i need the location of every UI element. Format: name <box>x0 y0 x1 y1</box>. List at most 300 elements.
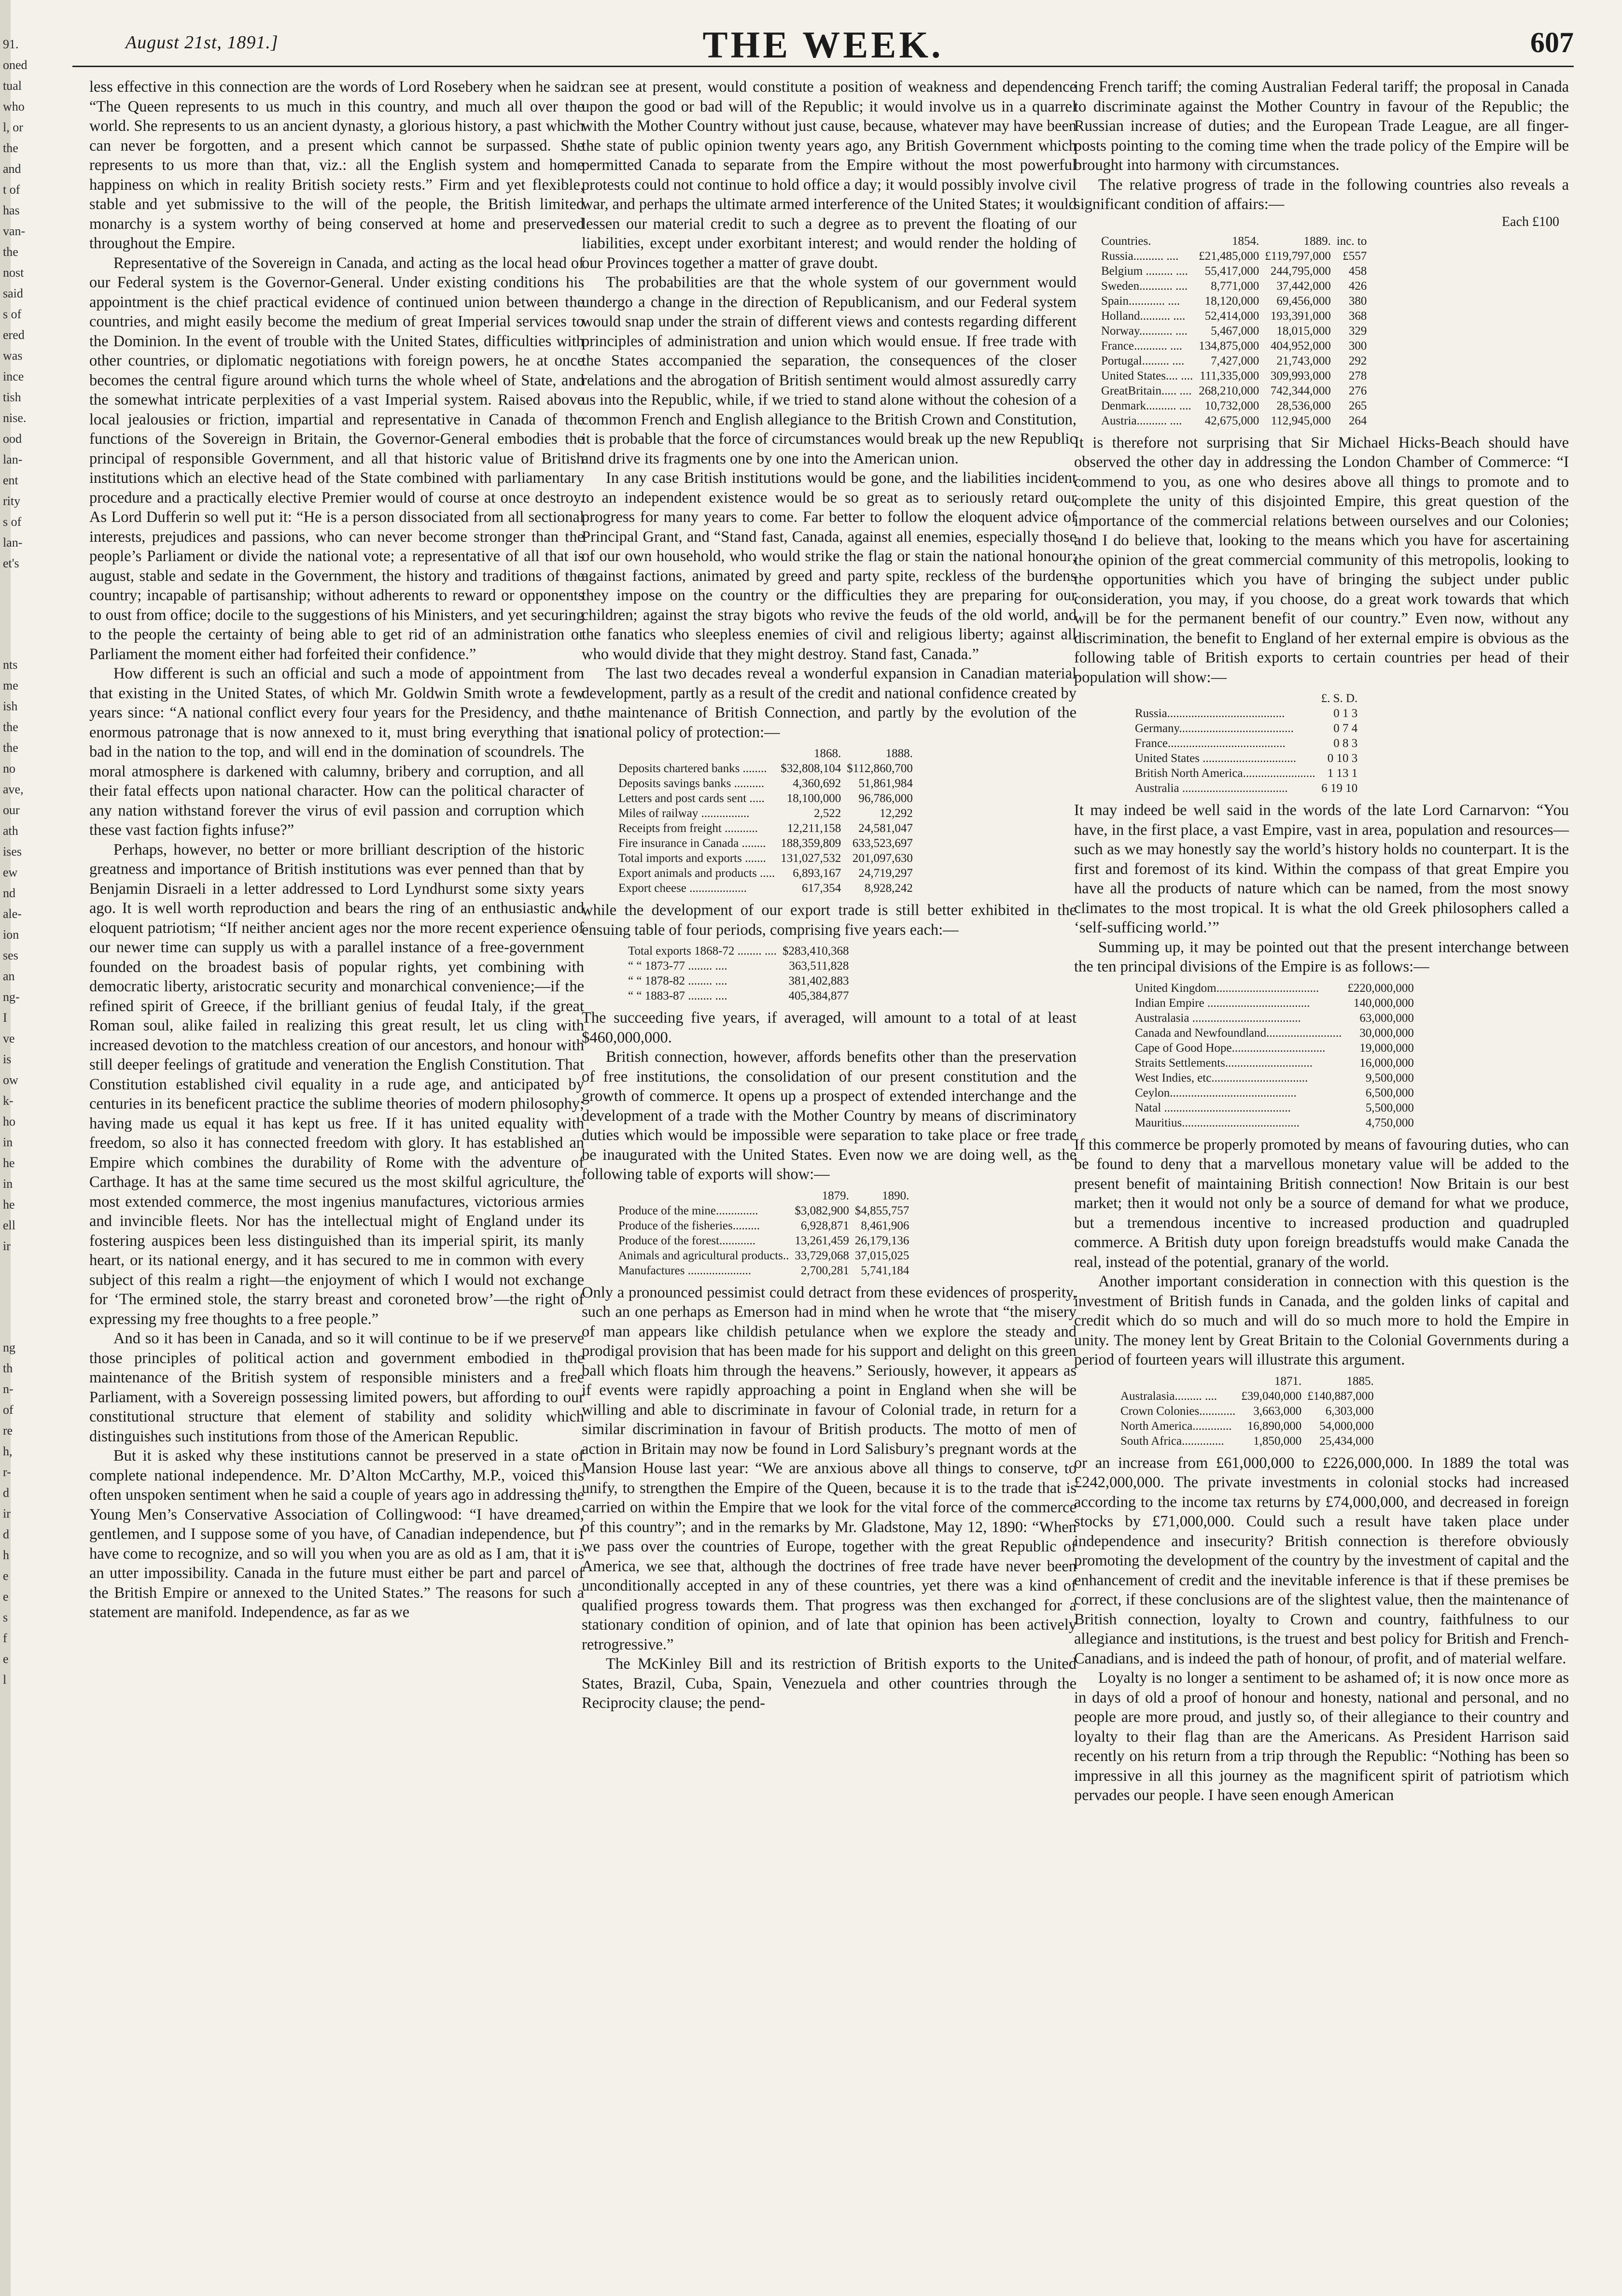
margin-fragment: h, <box>3 1444 13 1458</box>
table-row <box>615 881 916 896</box>
table-cell: 26,179,136 <box>854 1234 909 1247</box>
table-row <box>1098 413 1370 428</box>
table-cell: 292 <box>1348 354 1367 367</box>
table-cell: 363,511,828 <box>789 959 849 972</box>
paragraph: The relative progress of trade in the following countries also reveals a significant condition of affairs:— <box>1074 176 1569 213</box>
table-row <box>1098 279 1370 294</box>
table-cell: 8,771,000 <box>1211 279 1259 293</box>
table-cell: 188,359,809 <box>781 837 841 850</box>
margin-fragment: he <box>3 1197 15 1211</box>
paragraph: or an increase from £61,000,000 to £226,000,000. In 1889 the total was £242,000,000. The private investments in colonial stocks had increased according to the income tax returns by £74,000,000, and decreased in foreign stocks by £71,000,000. Could such a result have taken place under independence and insecurity? British connection is therefore obviously promoting the development of the country by the investment of capital and the enhancement of credit and the inevitable inference is that if these premises be correct, if these conclusions are of the slightest value, then the maintenance of British connection, loyalty to Crown and country, faithfulness to our allegiance and institutions, is the truest and best policy for British and French-Canadians, and is indeed the path of honour, of profit, and of material welfare. <box>1074 1454 1569 1667</box>
table-cell: Produce of the mine.............. <box>618 1204 758 1217</box>
table-row <box>1098 294 1370 309</box>
paragraph: Loyalty is no longer a sentiment to be ashamed of; it is now once more as in days of old a proof of honour and honesty, national and personal, and no people are more proud, and justly so, of their allegiance to their country and loyalty to their flag than are the Americans. As President Harrison said recently on his return from a trip through the Republic: “Nothing has been so impressive in all this journey as the magnificent spirit of patriotism which pervades our people. I have seen enough American <box>1074 1669 1569 1804</box>
table-header-cell: inc. to <box>1336 234 1367 248</box>
table-row <box>1118 1389 1377 1404</box>
table-header-cell <box>615 1188 792 1203</box>
margin-fragment: nts <box>3 658 18 672</box>
margin-fragment: has <box>3 203 20 217</box>
table-cell: Total imports and exports ....... <box>618 852 766 865</box>
paragraph: But it is asked why these institutions cannot be preserved in a state of complete national independence. Mr. D’Alton McCarthy, M.P., voiced this often unspoken sentiment when he said a couple of years ago in addressing the Young Men’s Conservative Association of Collingwood: “I have dreamed, gentlemen, and I suppose some of you have, of Canadian independence, but I have come to recognize, and so will you when you are as old as I am, that it is an utter impossibility. Canada in the future must either be part and parcel of the British Empire or annexed to the United States.” The reasons for such a statement are manifold. Independence, as far as we <box>89 1447 584 1621</box>
table-cell: $3,082,900 <box>795 1204 849 1217</box>
margin-fragment: s of <box>3 307 22 321</box>
table-cell: 405,384,877 <box>788 989 849 1002</box>
margin-fragment: ir <box>3 1507 11 1521</box>
table-cell: South Africa.............. <box>1120 1434 1224 1448</box>
table-top-header: Each £100 <box>1502 214 1559 229</box>
table-cell: Receipts from freight ........... <box>618 822 758 835</box>
margin-fragment: ng <box>3 1340 15 1354</box>
table-header-row <box>615 1188 912 1203</box>
table-cell: 24,581,047 <box>858 822 913 835</box>
margin-fragment: in <box>3 1135 13 1149</box>
table-cell: 33,729,068 <box>795 1249 849 1262</box>
margin-fragment: the <box>3 720 18 734</box>
margin-fragment: e <box>3 1590 9 1604</box>
country-trade-table <box>1098 234 1370 428</box>
table-cell: United Kingdom.................................. <box>1135 981 1319 995</box>
table-row <box>615 836 916 851</box>
table-cell: Mauritius....................................... <box>1135 1116 1300 1129</box>
margin-fragment: re <box>3 1423 13 1437</box>
table-row <box>615 1233 912 1248</box>
table-cell: 21,743,000 <box>1276 354 1331 367</box>
table-row <box>1118 1434 1377 1449</box>
table-cell: Australasia .................................... <box>1135 1011 1301 1025</box>
table-header-row <box>615 746 916 761</box>
table-cell: 276 <box>1348 384 1367 397</box>
table-cell: 25,434,000 <box>1319 1434 1374 1448</box>
paragraph: ing French tariff; the coming Australian Federal tariff; the proposal in Canada to discriminate against the Mother Country in favour of the Republic; the Russian increase of duties; and the European Trade League, are all finger-posts pointing to the coming time when the trade policy of the Empire will be brought into harmony with circumstances. <box>1074 78 1569 174</box>
table-cell: United States.... .... <box>1101 369 1193 382</box>
table-header-cell: 1890. <box>882 1189 909 1202</box>
table-cell: 617,354 <box>802 882 841 895</box>
margin-fragment: d <box>3 1486 9 1500</box>
table-row <box>615 851 916 866</box>
table-cell: 52,414,000 <box>1204 309 1259 323</box>
table-row <box>1132 706 1360 721</box>
table-cell: 18,120,000 <box>1204 294 1259 308</box>
table-row <box>1132 1056 1417 1071</box>
table-cell: 96,786,000 <box>858 792 913 805</box>
table-row <box>615 761 916 776</box>
table-cell: 458 <box>1348 264 1367 278</box>
table-cell: Norway........... .... <box>1101 324 1188 338</box>
table-cell: Animals and agricultural products.. <box>618 1249 789 1262</box>
page-header <box>72 17 1574 67</box>
table-cell: 55,417,000 <box>1204 264 1259 278</box>
table-row <box>615 821 916 836</box>
table-cell: 111,335,000 <box>1200 369 1259 382</box>
table-cell: 742,344,000 <box>1270 384 1331 397</box>
table-header-cell: 1854. <box>1232 234 1259 248</box>
table-cell: Export animals and products ..... <box>618 867 775 880</box>
table-cell: Produce of the forest............ <box>618 1234 755 1247</box>
table-header-row <box>1118 1374 1377 1389</box>
table-header-cell <box>1118 1374 1238 1389</box>
margin-fragment: an <box>3 969 15 983</box>
margin-fragment: and <box>3 162 21 176</box>
table-cell: 12,292 <box>880 807 913 820</box>
table-cell: 10,732,000 <box>1204 399 1259 412</box>
table-cell: Letters and post cards sent ..... <box>618 792 765 805</box>
table-cell: $32,808,104 <box>781 762 841 775</box>
margin-fragment: ew <box>3 865 18 879</box>
table-row <box>1118 1404 1377 1419</box>
table-header-row <box>1132 691 1360 706</box>
paragraph: can see at present, would constitute a position of weakness and dependence upon the good or bad will of the Republic; it would involve us in a quarrel with the Mother Country without just cause, because, whatever may have been the state of public opinion twenty years ago, any British Government which permitted Canada to separate from the Empire without the most powerful protests could not continue to hold office a day; it would possibly involve civil war, and perhaps the ultimate armed interference of the United States; it would lessen our material credit to such a degree as to prevent the floating of our liabilities, except under exorbitant interest; and would render the holding of our Provinces together a matter of grave doubt. <box>582 78 1077 272</box>
table-cell: Canada and Newfoundland......................... <box>1135 1026 1342 1040</box>
table-cell: 37,015,025 <box>854 1249 909 1262</box>
margin-fragment: who <box>3 99 25 113</box>
paragraph: It is therefore not surprising that Sir Michael Hicks-Beach should have observed the other day in addressing the London Chamber of Commerce: “I commend to you, as one who desires above all things to promote and to complete the unity of this disjointed Empire, this great question of the importance of the commercial relations between ourselves and our Colonies; and I do believe that, looking to the means which you have for ascertaining the opinion of the great commercial community of this metropolis, looking to the opportunities which you have of bringing the subject under public consideration, you may, if you choose, do a great work towards that which will be for the permanent benefit of our country.” Even now, without any discrimination, the benefit to England of her external empire is obvious as the following table of British exports to certain countries per head of their population will show:— <box>1074 434 1569 686</box>
table-cell: 633,523,697 <box>852 837 913 850</box>
table-cell: 18,015,000 <box>1276 324 1331 338</box>
table-cell: United States ............................... <box>1135 752 1297 765</box>
table-cell: 6,928,871 <box>800 1219 849 1232</box>
table-cell: “ “ 1883-87 ........ .... <box>628 989 727 1002</box>
paragraph: Perhaps, however, no better or more brilliant description of the historic greatness and importance of British institutions was ever penned than that by Benjamin Disraeli in a letter addressed to Lord Lyndhurst some sixty years ago. It is well worth reproduction and bears the ring of an enthusiastic and eloquent patriotism; “If neither ancient ages nor the more recent experience of our newer time can supply us with a parallel instance of a free-government founded on the broadest basis of popular rights, yet combining with democratic liberty, aristocratic security and monarchical convenience;—if the refined spirit of Greece, if the brilliant genius of feudal Italy, if the great Roman soul, alike failed in realizing this great result, let us cling with increased devotion to the matchless creation of our ancestors, and honour with still deeper feelings of gratitude and veneration the English Constitution. That Constitution established civil equality in a rude age, and anticipated by centuries in its beneficent practice the sublime theories of modern philosophy; having made us equal it has kept us free. If it has united equality with freedom, so also it has connected freedom with glory. It has established an Empire which combines the durability of Rome with the adventure of Carthage. It has at the same time secured us the most skilful agriculture, the most extended commerce, the most ingenius manufactures, victorious armies and invincible fleets. Nor has the intellectual might of England under its fostering auspices been less distinguished than its imperial spirit, its manly heart, or its national energy, and it has secured to me in common with every subject of this realm a right—the enjoyment of which I would not exchange for ‘The ermined stole, the starry breast and coroneted brow’—the right of expressing my free thoughts to a free people.” <box>89 841 584 1328</box>
table-header-cell: £. S. D. <box>1321 692 1358 705</box>
margin-fragment: ng- <box>3 990 20 1004</box>
table-header-cell <box>1132 691 1318 706</box>
table-cell: £39,040,000 <box>1241 1389 1302 1403</box>
margin-fragment: lan- <box>3 535 23 549</box>
table-cell: “ “ 1873-77 ........ .... <box>628 959 727 972</box>
table-row <box>1132 1041 1417 1056</box>
table-cell: Deposits savings banks .......... <box>618 777 765 790</box>
table-cell: 278 <box>1348 369 1367 382</box>
margin-fragment: s of <box>3 515 22 529</box>
table-cell: 140,000,000 <box>1353 996 1414 1010</box>
table-cell: 69,456,000 <box>1276 294 1331 308</box>
paragraph: Only a pronounced pessimist could detract from these evidences of prosperity, such an one perhaps as Emerson had in mind when he wrote that “the misery of man appears like childish petulance when we explore the steady and prodigal provision that has been made for his support and delight on this green ball which floats him through the heavens.” Seriously, however, it appears as if events were rapidly approaching a point in England when she will be willing and able to discriminate in favour of Colonial trade, in return for a similar discrimination in favour of British products. The motto of men of action in Britain may now be found in Lord Salisbury’s pregnant words at the Mansion House last year: “We are anxious above all things to conserve, to unify, to strengthen the Empire of the Queen, because it is to the trade that is carried on within the Empire that we look for the vital force of the commerce of this country”; and in the remarks by Mr. Gladstone, May 12, 1890: “When we pass over the countries of Europe, together with the great Republic of America, we see that, although the doctrines of free trade have never been unconditionally accepted in any of these countries, yet there was a kind of qualified progress towards them. That progress was then exchanged for a stationary condition of opinion, and of late that opinion has been actively retrogressive.” <box>582 1283 1077 1653</box>
margin-fragment: th <box>3 1361 13 1375</box>
table-cell: £21,485,000 <box>1199 249 1259 263</box>
margin-fragment: ood <box>3 432 22 446</box>
table-cell: West Indies, etc................................ <box>1135 1071 1308 1085</box>
table-row <box>1098 368 1370 383</box>
table-cell: 2,700,281 <box>800 1264 849 1277</box>
paragraph: British connection, however, affords benefits other than the preservation of free institutions, the consolidation of our present constitution and the growth of commerce. It opens up a prospect of extended interchange and the development of a trade with the Mother Country by means of discriminatory duties which would be impossible were separation to take place or free trade be inaugurated with the United States. Even now we are doing well, as the following table of exports will show:— <box>582 1048 1077 1183</box>
margin-fragment: ion <box>3 928 19 942</box>
table-cell: Australasia......... .... <box>1120 1389 1217 1403</box>
table-cell: Denmark.......... .... <box>1101 399 1191 412</box>
table-header-cell: 1868. <box>814 747 841 760</box>
table-cell: £220,000,000 <box>1347 981 1414 995</box>
table-row <box>1132 766 1360 781</box>
development-table <box>615 746 916 896</box>
table-cell: £557 <box>1342 249 1367 263</box>
table-header-row <box>1098 234 1370 249</box>
table-cell: France........... .... <box>1101 339 1183 352</box>
table-cell: Natal .......................................... <box>1135 1101 1291 1114</box>
table-row <box>1132 1100 1417 1115</box>
paragraph: Representative of the Sovereign in Canada, and acting as the local head of our Federal system is the Governor-General. Under existing conditions his appointment is the chief practical evidence of continued union between the countries, and might easily become the medium of great Imperial services to the Dominion. In the event of trouble with the United States, difficulties with other countries, or diplomatic negotiations with foreign powers, he at once becomes the central figure around which turns the whole wheel of State, and the somewhat intricate perplexities of a vast Imperial system. Raised above local jealousies or friction, impartial and representative in Canada of the functions of the Sovereign in Britain, the Governor-General embodies the principal of responsible Government, and all that historic value of British institutions which an elective head of the State combined with parliamentary procedure and a practically elective Premier would of course at once destroy. As Lord Dufferin so well put it: “He is a person dissociated from all sectional interests, prejudices and passions, who can never become stronger than the people’s Parliament or divide the national vote; a representative of all that is august, stable and sedate in the Government, the history and traditions of the country; incapable of partisanship; without adherents to reward or opponents to oust from office; docile to the suggestions of his Ministers, and yet securing to the people the certainty of being able to get rid of an administration or Parliament the moment either had forfeited their confidence.” <box>89 254 584 663</box>
margin-fragment: et's <box>3 556 19 570</box>
table-row <box>1132 981 1417 996</box>
table-cell: 3,663,000 <box>1253 1404 1302 1418</box>
table-cell: 131,027,532 <box>781 852 841 865</box>
table-cell: 0 7 4 <box>1333 722 1358 735</box>
table-cell: 6,303,000 <box>1325 1404 1374 1418</box>
paragraph: In any case British institutions would be gone, and the liabilities incident to an independent existence would be so great as to seriously retard our progress for many years to come. Far better to follow the eloquent advice of Principal Grant, and “Stand fast, Canada, against all enemies, especially those of our own household, who would strike the flag or stain the national honour; against factions, animated by greed and party spite, reckless of the burdens they impose on the country or the difficulties they are preparing for our children; against the stray bigots who revive the feuds of the old world, and the fanatics who sleepless enemies of civil and religious liberty; against all who would divide that they might destroy. Stand fast, Canada.” <box>582 469 1077 663</box>
table-cell: France....................................... <box>1135 737 1286 750</box>
table-cell: 7,427,000 <box>1211 354 1259 367</box>
margin-fragment: ell <box>3 1218 15 1232</box>
table-cell: 0 8 3 <box>1333 737 1358 750</box>
table-row <box>1132 1026 1417 1041</box>
margin-fragment: nost <box>3 266 24 280</box>
table-cell: Germany...................................... <box>1135 722 1294 735</box>
table-cell: Portugal......... .... <box>1101 354 1185 367</box>
table-cell: 300 <box>1348 339 1367 352</box>
margin-fragment: I <box>3 1011 7 1025</box>
table-row <box>1098 338 1370 353</box>
margin-fragment: ave, <box>3 782 24 796</box>
margin-fragment: lan- <box>3 452 23 466</box>
margin-fragment: ince <box>3 369 24 383</box>
table-cell: 63,000,000 <box>1359 1011 1414 1025</box>
table-cell: Crown Colonies............ <box>1120 1404 1236 1418</box>
table-cell: Deposits chartered banks ........ <box>618 762 767 775</box>
margin-fragment: ale- <box>3 907 22 921</box>
table-cell: 51,861,984 <box>858 777 913 790</box>
margin-fragment: tual <box>3 79 22 93</box>
table-cell: 13,261,459 <box>795 1234 849 1247</box>
table-cell: Russia.......... .... <box>1101 249 1179 263</box>
margin-fragment: s <box>3 1610 8 1624</box>
margin-fragment: ow <box>3 1073 18 1087</box>
margin-fragment: the <box>3 245 18 259</box>
table-cell: 309,993,000 <box>1270 369 1331 382</box>
table-row <box>615 866 916 881</box>
table-cell: Indian Empire .................................. <box>1135 996 1310 1010</box>
table-row <box>615 1248 912 1263</box>
margin-fragment: ered <box>3 328 25 342</box>
export-periods-table <box>625 944 852 1003</box>
table-cell: Spain............ .... <box>1101 294 1180 308</box>
table-cell: 5,741,184 <box>861 1264 909 1277</box>
table-row <box>1132 1115 1417 1130</box>
table-row <box>615 1203 912 1218</box>
margin-fragment: ises <box>3 845 22 859</box>
margin-fragment: l <box>3 1673 7 1687</box>
table-cell: 16,890,000 <box>1247 1419 1302 1433</box>
paragraph: How different is such an official and such a mode of appointment from that existing in the United States, of which Mr. Goldwin Smith wrote a few years since: “A national conflict every four years for the Presidency, and the enormous patronage that is now annexed to it, must bring everything that is bad in the nation to the top, and will end in the domination of scoundrels. The moral atmosphere is darkened with calumny, bribery and corruption, and all their fatal effects upon national character. How can the political character of any nation withstand forever the virus of evil passion and corruption which these vast faction fights infuse?” <box>89 665 584 839</box>
table-row <box>1132 1071 1417 1085</box>
table-row <box>1098 309 1370 324</box>
exports-per-head-table <box>1132 691 1360 796</box>
table-cell: Russia....................................... <box>1135 707 1285 720</box>
table-header-cell: 1889. <box>1303 234 1331 248</box>
margin-fragment: ho <box>3 1114 15 1128</box>
table-cell: $112,860,700 <box>847 762 913 775</box>
margin-fragment: e <box>3 1652 9 1666</box>
table-cell: Manufactures ..................... <box>618 1264 751 1277</box>
table-cell: 134,875,000 <box>1199 339 1259 352</box>
table-cell: North America............. <box>1120 1419 1232 1433</box>
margin-fragment: l, or <box>3 120 23 134</box>
table-row <box>1098 383 1370 398</box>
table-cell: 16,000,000 <box>1359 1056 1414 1070</box>
paragraph: The succeeding five years, if averaged, will amount to a total of at least $460,000,000. <box>582 1009 1077 1046</box>
produce-exports-table <box>615 1188 912 1278</box>
colonial-loans-table <box>1118 1374 1377 1449</box>
table-header-cell: 1888. <box>885 747 913 760</box>
table-cell: 5,500,000 <box>1365 1101 1414 1114</box>
margin-fragment: r- <box>3 1465 11 1479</box>
table-cell: 6 19 10 <box>1321 782 1358 795</box>
margin-fragment: ent <box>3 473 18 487</box>
table-cell: 268,210,000 <box>1199 384 1259 397</box>
table-cell: 1,850,000 <box>1253 1434 1302 1448</box>
margin-fragment: me <box>3 678 18 692</box>
table-cell: 8,928,242 <box>864 882 913 895</box>
table-cell: 201,097,630 <box>852 852 913 865</box>
table-cell: 54,000,000 <box>1319 1419 1374 1433</box>
table-cell: 380 <box>1348 294 1367 308</box>
margin-fragment: said <box>3 286 23 300</box>
margin-fragment: nd <box>3 886 15 900</box>
margin-fragment: no <box>3 761 15 775</box>
table-row <box>625 944 852 958</box>
table-cell: 6,500,000 <box>1365 1086 1414 1099</box>
table-cell: 329 <box>1348 324 1367 338</box>
table-row <box>1098 353 1370 368</box>
table-cell: 24,719,297 <box>858 867 913 880</box>
margin-fragment: nise. <box>3 411 27 425</box>
table-row <box>1098 398 1370 413</box>
margin-fragment: is <box>3 1052 12 1066</box>
table-cell: Holland.......... .... <box>1101 309 1186 323</box>
table-cell: 381,402,883 <box>788 974 849 987</box>
margin-fragment: van- <box>3 224 26 238</box>
margin-fragment: ish <box>3 699 18 713</box>
table-row <box>1132 736 1360 751</box>
table-row <box>1132 996 1417 1011</box>
paragraph: The last two decades reveal a wonderful expansion in Canadian material development, partly as a result of the credit and national confidence created by the maintenance of British Connection, and partly by the evolution of the national policy of protection:— <box>582 665 1077 741</box>
margin-fragment: ath <box>3 824 18 838</box>
masthead-title: THE WEEK. <box>702 24 944 66</box>
table-header-cell: 1871. <box>1274 1374 1302 1388</box>
table-row <box>615 1263 912 1278</box>
table-row <box>1132 751 1360 766</box>
table-cell: 37,442,000 <box>1276 279 1331 293</box>
table-cell: Export cheese ................... <box>618 882 747 895</box>
table-cell: £119,797,000 <box>1265 249 1331 263</box>
table-cell: 30,000,000 <box>1359 1026 1414 1040</box>
table-row <box>1098 324 1370 338</box>
table-cell: “ “ 1878-82 ........ .... <box>628 974 727 987</box>
paragraph: Summing up, it may be pointed out that the present interchange between the ten principal divisions of the Empire is as follows:— <box>1074 938 1569 975</box>
table-cell: £140,887,000 <box>1307 1389 1374 1403</box>
margin-fragment: tish <box>3 390 21 404</box>
table-cell: 0 1 3 <box>1333 707 1358 720</box>
table-cell: Straits Settlements............................. <box>1135 1056 1313 1070</box>
table-cell: 12,211,158 <box>787 822 841 835</box>
table-cell: 426 <box>1348 279 1367 293</box>
paragraph: less effective in this connection are the words of Lord Rosebery when he said: “The Queen represents to us much in this country, and much all over the world. She represents to us an ancient dynasty, a glorious history, a past which can never be forgotten, and a present which cannot be surpassed. She represents to us more than that, viz.: all the English system and home happiness on which in reality British society rests.” Firm and yet flexible, stable and yet submissive to the will of the people, the British limited monarchy is a system worthy of being conserved at home and preserved throughout the Empire. <box>89 78 584 252</box>
table-cell: 265 <box>1348 399 1367 412</box>
table-cell: 404,952,000 <box>1270 339 1331 352</box>
table-header-cell <box>615 746 778 761</box>
table-cell: British North America........................ <box>1135 767 1315 780</box>
margin-fragment: f <box>3 1631 7 1645</box>
margin-fragment: t of <box>3 183 20 197</box>
table-row <box>1098 264 1370 279</box>
issue-date: August 21st, 1891.] <box>126 32 279 53</box>
table-cell: 368 <box>1348 309 1367 323</box>
margin-fragment: oned <box>3 58 28 72</box>
margin-fragment: he <box>3 1156 15 1170</box>
margin-fragment: the <box>3 741 18 755</box>
table-cell: 5,467,000 <box>1211 324 1259 338</box>
table-cell: Miles of railway ................ <box>618 807 750 820</box>
margin-fragment: ve <box>3 1031 15 1045</box>
table-cell: 9,500,000 <box>1365 1071 1414 1085</box>
table-cell: Australia ................................... <box>1135 782 1288 795</box>
column-1 <box>89 77 584 1622</box>
margin-fragment: n- <box>3 1382 14 1396</box>
table-cell: 18,100,000 <box>786 792 841 805</box>
paragraph: while the development of our export trade is still better exhibited in the ensuing table of four periods, comprising five years each:— <box>582 901 1077 939</box>
column-3 <box>1074 77 1569 1805</box>
table-row <box>615 1218 912 1233</box>
table-cell: 264 <box>1348 414 1367 427</box>
table-row <box>1118 1419 1377 1434</box>
table-cell: 8,461,906 <box>861 1219 909 1232</box>
margin-fragment: h <box>3 1548 9 1562</box>
table-cell: 4,750,000 <box>1365 1116 1414 1129</box>
margin-fragment: 91. <box>3 37 19 51</box>
column-2 <box>582 77 1077 1713</box>
paragraph: The McKinley Bill and its restriction of British exports to the United States, Brazil, Cuba, Spain, Venezuela and other countries through the Reciprocity clause; the pend- <box>582 1655 1077 1712</box>
margin-fragment: d <box>3 1527 9 1541</box>
paragraph: If this commerce be properly promoted by means of favouring duties, who can be found to deny that a marvellous monetary value will be added to the present benefit of maintaining British connection! Now Britain is our best market; then it would not only be a source of demand for what we produce, but a tremendous incentive to increased production and quadrupled commerce. A British duty upon foreign breadstuffs would make Canada the real, instead of the potential, granary of the world. <box>1074 1136 1569 1271</box>
margin-fragment: our <box>3 803 20 817</box>
table-row <box>625 988 852 1003</box>
table-header-cell: Countries. <box>1101 234 1151 248</box>
table-cell: 244,795,000 <box>1270 264 1331 278</box>
table-row <box>625 958 852 973</box>
table-row <box>1132 1085 1417 1100</box>
table-row <box>1098 249 1370 264</box>
margin-fragment: in <box>3 1177 13 1191</box>
table-row <box>1132 781 1360 796</box>
margin-fragment: ses <box>3 948 18 962</box>
table-cell: $4,855,757 <box>854 1204 909 1217</box>
table-cell: 28,536,000 <box>1276 399 1331 412</box>
table-cell: GreatBritain..... .... <box>1101 384 1192 397</box>
table-header-cell: 1885. <box>1346 1374 1374 1388</box>
table-cell: 0 10 3 <box>1327 752 1358 765</box>
table-cell: 2,522 <box>814 807 841 820</box>
table-cell: 4,360,692 <box>793 777 841 790</box>
table-row <box>625 973 852 988</box>
table-row <box>1132 1011 1417 1026</box>
table-row <box>1132 721 1360 736</box>
margin-fragment: rity <box>3 494 21 508</box>
paragraph: It may indeed be well said in the words of the late Lord Carnarvon: “You have, in the first place, a vast Empire, vast in area, population and resources—such as we may honestly say the world’s history holds no counterpart. It is the first and foremost of its kind. Within the compass of that great Empire you have all the products of nature which can be named, from the most snowy climates to the most tropical. It is what the old Greek philosophers called a ‘self-sufficing world.’” <box>1074 802 1569 936</box>
table-cell: Cape of Good Hope............................... <box>1135 1041 1326 1055</box>
table-cell: $283,410,368 <box>782 944 849 958</box>
table-row <box>615 791 916 806</box>
table-cell: Ceylon.......................................... <box>1135 1086 1297 1099</box>
paragraph: Another important consideration in connection with this question is the investment of British funds in Canada, and the golden links of capital and credit which do so much and will do so much more to hold the Empire in unity. The money lent by Great Britain to the Colonial Governments during a period of fourteen years will illustrate this argument. <box>1074 1273 1569 1368</box>
table-cell: Sweden........... .... <box>1101 279 1188 293</box>
margin-fragment: the <box>3 141 18 155</box>
